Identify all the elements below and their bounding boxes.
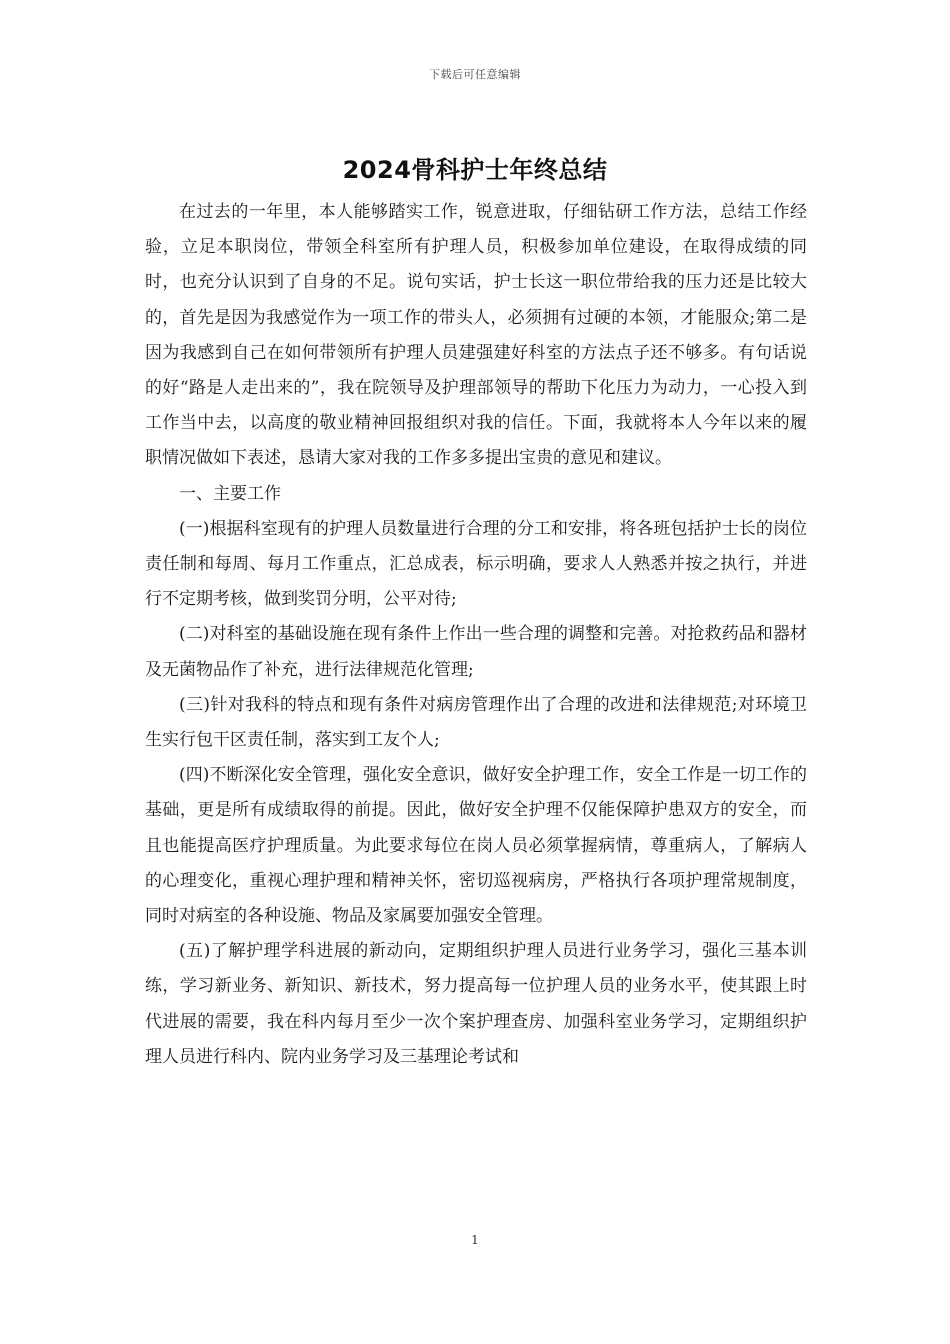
page-header-note: 下载后可任意编辑 xyxy=(429,68,521,81)
paragraph-item-5: (五)了解护理学科进展的新动向，定期组织护理人员进行业务学习，强化三基本训练，学习新业务、新知识、新技术，努力提高每一位护理人员的业务水平，使其跟上时代进展的需要，我在科内每月至少一次个案护理查房、加强科室业务学习，定期组织护理人员进行科内、院内业务学习及三基理论考试和 xyxy=(145,941,807,1067)
page-number: 1 xyxy=(471,1233,479,1247)
document-title: 2024骨科护士年终总结 xyxy=(342,156,608,184)
paragraph-item-2: (二)对科室的基础设施在现有条件上作出一些合理的调整和完善。对抢救药品和器材及无菌物品作了补充，进行法律规范化管理; xyxy=(145,624,807,680)
paragraph-item-4: (四)不断深化安全管理，强化安全意识，做好安全护理工作，安全工作是一切工作的基础，更是所有成绩取得的前提。因此，做好安全护理不仅能保障护患双方的安全，而且也能提高医疗护理质量。为此要求每位在岗人员必须掌握病情，尊重病人，了解病人的心理变化，重视心理护理和精神关怀，密切巡视病房，严格执行各项护理常规制度，同时对病室的各种设施、物品及家属要加强安全管理。 xyxy=(145,765,807,927)
paragraph-item-3: (三)针对我科的特点和现有条件对病房管理作出了合理的改进和法律规范;对环境卫生实行包干区责任制，落实到工友个人; xyxy=(145,694,807,751)
paragraph-intro: 在过去的一年里，本人能够踏实工作，锐意进取，仔细钻研工作方法，总结工作经验，立足本职岗位，带领全科室所有护理人员，积极参加单位建设，在取得成绩的同时，也充分认识到了自身的不足。说句实话，护士长这一职位带给我的压力还是比较大的，首先是因为我感觉作为一项工作的带头人，必须拥有过硬的本领，才能服众;第二是因为我感到自己在如何带领所有护理人员建强建好科室的方法点子还不够多。有句话说的好“路是人走出来的”，我在院领导及护理部领导的帮助下化压力为动力，一心投入到工作当中去，以高度的敬业精神回报组织对我的信任。下面，我就将本人今年以来的履职情况做如下表述，恳请大家对我的工作多多提出宝贵的意见和建议。 xyxy=(145,202,807,469)
document-body xyxy=(145,195,807,1075)
paragraph-item-1: (一)根据科室现有的护理人员数量进行合理的分工和安排，将各班包括护士长的岗位责任制和每周、每月工作重点，汇总成表，标示明确，要求人人熟悉并按之执行，并进行不定期考核，做到奖罚分明，公平对待; xyxy=(145,518,807,610)
section-heading-main-work: 一、主要工作 xyxy=(179,483,281,504)
